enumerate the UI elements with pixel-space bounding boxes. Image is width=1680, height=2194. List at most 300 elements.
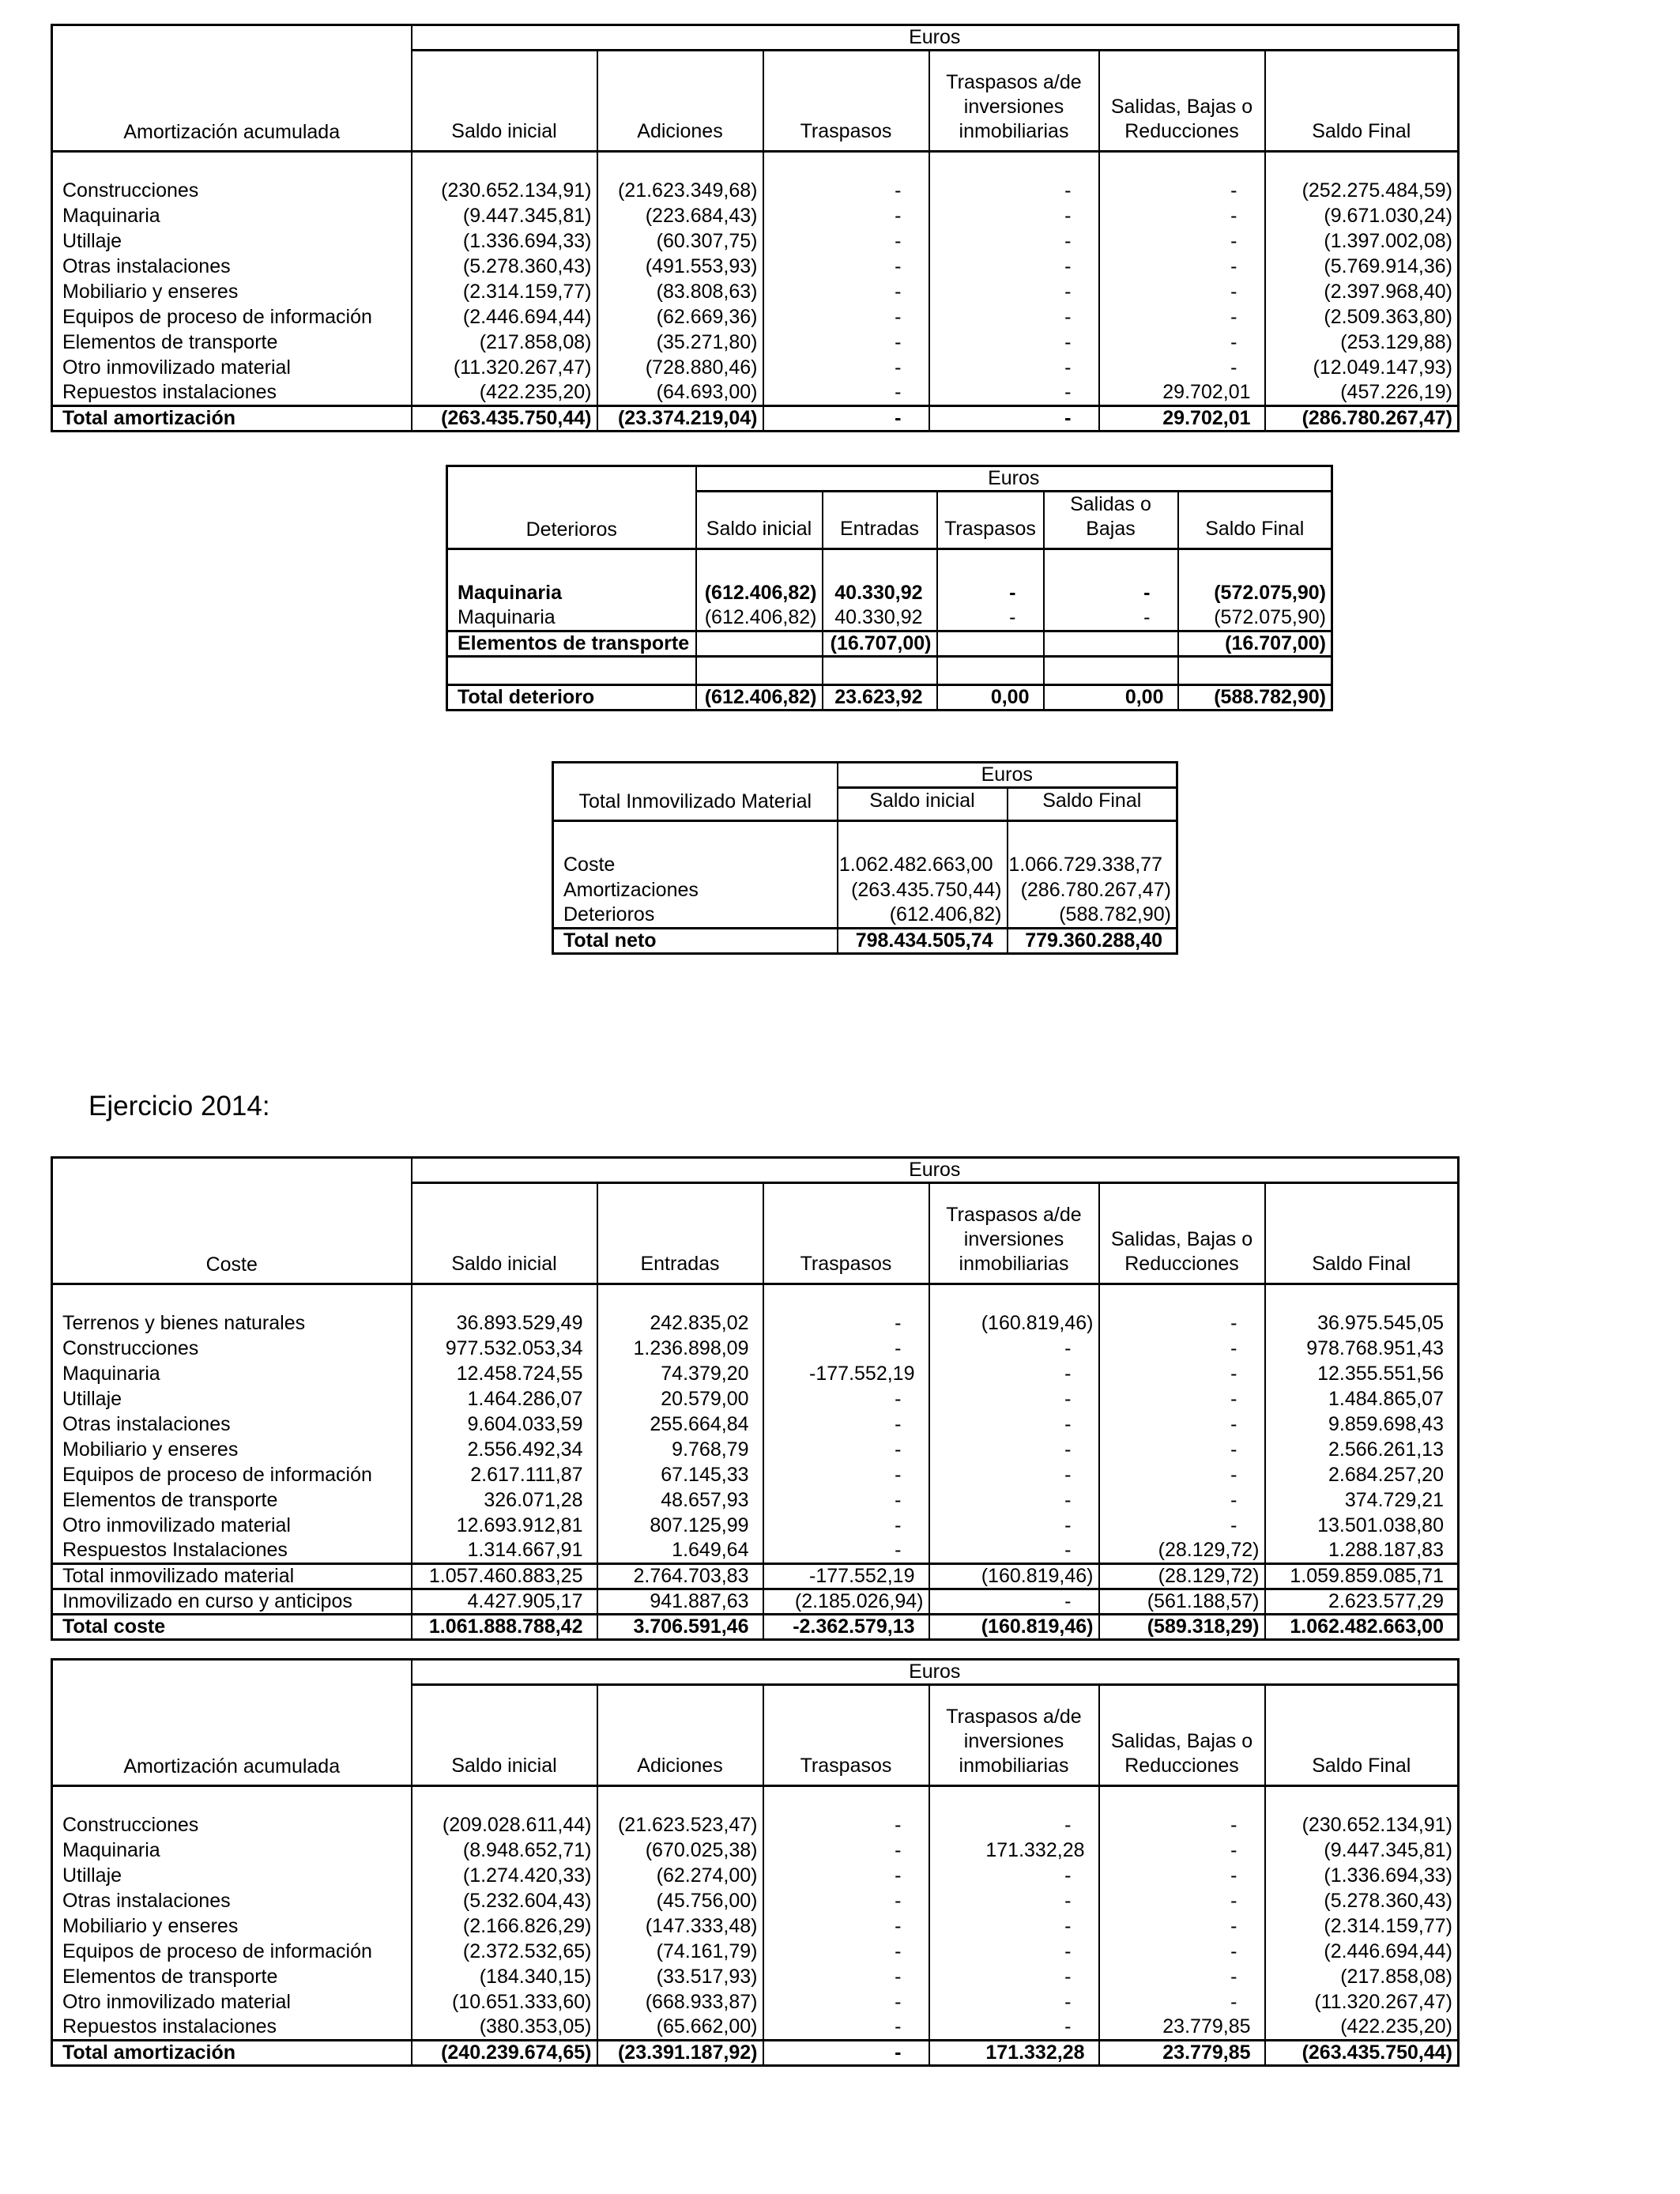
- value-cell: 779.360.288,40: [1008, 929, 1177, 954]
- row-label: Otras instalaciones: [62, 1413, 231, 1435]
- value-cell: 1.288.187,83: [1265, 1539, 1459, 1564]
- column-header: Salidas o Bajas: [1044, 492, 1178, 549]
- value-cell: (21.623.523,47): [597, 1813, 763, 1838]
- value-cell: -: [1099, 356, 1265, 381]
- table-row: [52, 2015, 1459, 2041]
- value-cell: (230.652.134,91): [412, 179, 597, 204]
- value-cell: 2.623.577,29: [1265, 1589, 1459, 1615]
- value-cell: -177.552,19: [763, 1362, 929, 1387]
- table-row: [52, 1362, 1459, 1387]
- value-cell: 798.434.505,74: [838, 929, 1008, 954]
- amortizacion-acumulada-2015-table: [51, 24, 1460, 432]
- value-cell: (5.278.360,43): [412, 254, 597, 280]
- value-cell: [1099, 1786, 1265, 1813]
- table-row: [52, 1438, 1459, 1463]
- value-cell: (21.623.349,68): [597, 179, 763, 204]
- table-row: [52, 179, 1459, 204]
- value-cell: -: [763, 2015, 929, 2041]
- value-cell: -: [763, 305, 929, 330]
- value-cell: -: [929, 1488, 1099, 1514]
- value-cell: (16.707,00): [823, 631, 937, 657]
- row-label: [52, 1786, 412, 1813]
- value-cell: [597, 1284, 763, 1311]
- coste-2014-table: [51, 1156, 1460, 1641]
- table-row: [52, 1412, 1459, 1438]
- value-cell: 1.061.888.788,42: [412, 1615, 597, 1640]
- value-cell: [1099, 1284, 1265, 1311]
- row-label: Construcciones: [62, 1814, 199, 1836]
- table-row: [447, 657, 1332, 685]
- value-cell: (230.652.134,91): [1265, 1813, 1459, 1838]
- value-cell: [937, 657, 1044, 685]
- value-cell: [597, 152, 763, 179]
- value-cell: -: [1099, 1940, 1265, 1965]
- column-header: Salidas, Bajas o Reducciones: [1099, 1183, 1265, 1284]
- row-label: Construcciones: [62, 1337, 199, 1359]
- row-label: Respuestos Instalaciones: [62, 1539, 288, 1562]
- unit-label: Euros: [838, 763, 1177, 788]
- value-cell: 1.649,64: [597, 1539, 763, 1564]
- value-cell: -: [1099, 1311, 1265, 1336]
- value-cell: (561.188,57): [1099, 1589, 1265, 1615]
- row-label: Utillaje: [62, 230, 122, 252]
- value-cell: -: [763, 1864, 929, 1889]
- value-cell: (2.314.159,77): [1265, 1914, 1459, 1940]
- value-cell: (11.320.267,47): [412, 356, 597, 381]
- value-cell: -177.552,19: [763, 1564, 929, 1589]
- value-cell: (35.271,80): [597, 330, 763, 356]
- value-cell: [1178, 657, 1332, 685]
- deterioros-table: [446, 465, 1333, 711]
- total-inmovilizado-material-table: [552, 761, 1178, 955]
- column-header: Salidas, Bajas o Reducciones: [1099, 1685, 1265, 1786]
- value-cell: 2.566.261,13: [1265, 1438, 1459, 1463]
- table-row: [447, 685, 1332, 711]
- value-cell: [929, 152, 1099, 179]
- value-cell: -: [763, 1438, 929, 1463]
- value-cell: (240.239.674,65): [412, 2041, 597, 2066]
- row-label: Total amortización: [52, 2041, 412, 2066]
- column-header: Saldo inicial: [838, 788, 1008, 821]
- unit-label: Euros: [696, 466, 1332, 492]
- value-cell: 9.604.033,59: [412, 1412, 597, 1438]
- value-cell: 9.768,79: [597, 1438, 763, 1463]
- value-cell: (253.129,88): [1265, 330, 1459, 356]
- value-cell: (588.782,90): [1008, 903, 1177, 929]
- value-cell: -: [929, 1813, 1099, 1838]
- table-row: [52, 2041, 1459, 2066]
- value-cell: -: [763, 280, 929, 305]
- value-cell: 1.057.460.883,25: [412, 1564, 597, 1589]
- value-cell: 13.501.038,80: [1265, 1514, 1459, 1539]
- row-label: Maquinaria: [62, 205, 160, 227]
- value-cell: -: [763, 1387, 929, 1412]
- value-cell: (10.651.333,60): [412, 1990, 597, 2015]
- value-cell: 1.236.898,09: [597, 1336, 763, 1362]
- table-row: [447, 631, 1332, 657]
- table-row: [52, 406, 1459, 432]
- value-cell: -: [929, 229, 1099, 254]
- value-cell: (2.446.694,44): [1265, 1940, 1459, 1965]
- section-heading-ejercicio-2014: Ejercicio 2014:: [89, 1091, 270, 1122]
- value-cell: 1.314.667,91: [412, 1539, 597, 1564]
- table-row: [52, 1539, 1459, 1564]
- value-cell: (209.028.611,44): [412, 1813, 597, 1838]
- value-cell: (223.684,43): [597, 204, 763, 229]
- value-cell: (422.235,20): [412, 381, 597, 406]
- value-cell: -: [929, 1362, 1099, 1387]
- value-cell: -: [929, 1463, 1099, 1488]
- value-cell: (1.274.420,33): [412, 1864, 597, 1889]
- value-cell: 36.893.529,49: [412, 1311, 597, 1336]
- value-cell: (457.226,19): [1265, 381, 1459, 406]
- row-label: Elementos de transporte: [62, 1489, 278, 1511]
- value-cell: (74.161,79): [597, 1940, 763, 1965]
- table-title: Coste: [52, 1158, 412, 1284]
- value-cell: -: [929, 1438, 1099, 1463]
- value-cell: -: [763, 1336, 929, 1362]
- value-cell: (728.880,46): [597, 356, 763, 381]
- value-cell: 12.355.551,56: [1265, 1362, 1459, 1387]
- value-cell: [696, 549, 823, 581]
- value-cell: [597, 1786, 763, 1813]
- table-row: [52, 1311, 1459, 1336]
- table-row: [52, 381, 1459, 406]
- value-cell: (2.314.159,77): [412, 280, 597, 305]
- value-cell: [763, 152, 929, 179]
- value-cell: -: [1099, 204, 1265, 229]
- value-cell: 23.623,92: [823, 685, 937, 711]
- value-cell: -: [937, 581, 1044, 606]
- value-cell: -: [929, 2015, 1099, 2041]
- table-row: [52, 1965, 1459, 1990]
- value-cell: 74.379,20: [597, 1362, 763, 1387]
- value-cell: -: [763, 1965, 929, 1990]
- column-header: Traspasos: [763, 51, 929, 152]
- value-cell: -: [1099, 1438, 1265, 1463]
- value-cell: 807.125,99: [597, 1514, 763, 1539]
- value-cell: 2.764.703,83: [597, 1564, 763, 1589]
- value-cell: (491.553,93): [597, 254, 763, 280]
- value-cell: [823, 549, 937, 581]
- table-row: [553, 929, 1177, 954]
- table-row: [52, 1615, 1459, 1640]
- value-cell: 255.664,84: [597, 1412, 763, 1438]
- value-cell: (2.185.026,94): [763, 1589, 929, 1615]
- value-cell: 29.702,01: [1099, 406, 1265, 432]
- value-cell: -: [763, 2041, 929, 2066]
- value-cell: 12.458.724,55: [412, 1362, 597, 1387]
- table-row: [553, 853, 1177, 878]
- value-cell: (60.307,75): [597, 229, 763, 254]
- value-cell: [937, 631, 1044, 657]
- value-cell: 12.693.912,81: [412, 1514, 597, 1539]
- value-cell: -: [763, 1813, 929, 1838]
- value-cell: -: [929, 330, 1099, 356]
- table-row: [52, 229, 1459, 254]
- table-row: [52, 1813, 1459, 1838]
- table-row: [553, 821, 1177, 853]
- value-cell: (160.819,46): [929, 1615, 1099, 1640]
- column-header: Adiciones: [597, 1685, 763, 1786]
- value-cell: -: [1099, 280, 1265, 305]
- column-header: Traspasos: [763, 1183, 929, 1284]
- table-unit-row: [52, 1660, 1459, 1685]
- column-header: Entradas: [823, 492, 937, 549]
- column-header: Traspasos a/de inversiones inmobiliarias: [929, 1685, 1099, 1786]
- value-cell: -: [929, 1336, 1099, 1362]
- table-title: Amortización acumulada: [52, 25, 412, 152]
- value-cell: (184.340,15): [412, 1965, 597, 1990]
- table-row: [52, 1514, 1459, 1539]
- value-cell: -: [1099, 229, 1265, 254]
- value-cell: (62.274,00): [597, 1864, 763, 1889]
- value-cell: [696, 631, 823, 657]
- value-cell: -: [763, 229, 929, 254]
- table-unit-row: [52, 1158, 1459, 1183]
- value-cell: 1.059.859.085,71: [1265, 1564, 1459, 1589]
- value-cell: 2.684.257,20: [1265, 1463, 1459, 1488]
- column-header: Salidas, Bajas o Reducciones: [1099, 51, 1265, 152]
- value-cell: 2.556.492,34: [412, 1438, 597, 1463]
- value-cell: [1099, 152, 1265, 179]
- table-row: [52, 1864, 1459, 1889]
- table-title: Deterioros: [447, 466, 696, 549]
- table-row: [52, 1488, 1459, 1514]
- value-cell: -: [1099, 1889, 1265, 1914]
- value-cell: -: [763, 1914, 929, 1940]
- row-label: Elementos de transporte: [62, 1966, 278, 1988]
- row-label: Amortizaciones: [563, 879, 699, 901]
- table-row: [52, 1564, 1459, 1589]
- value-cell: -: [929, 280, 1099, 305]
- value-cell: [412, 152, 597, 179]
- value-cell: -: [763, 1514, 929, 1539]
- value-cell: (5.769.914,36): [1265, 254, 1459, 280]
- value-cell: (2.372.532,65): [412, 1940, 597, 1965]
- value-cell: (217.858,08): [412, 330, 597, 356]
- value-cell: -: [929, 1412, 1099, 1438]
- row-label: Deterioros: [563, 903, 655, 926]
- row-label: Maquinaria: [62, 1363, 160, 1385]
- row-label: Otro inmovilizado material: [62, 356, 291, 379]
- value-cell: 48.657,93: [597, 1488, 763, 1514]
- table-row: [52, 1387, 1459, 1412]
- value-cell: -: [763, 1539, 929, 1564]
- value-cell: 171.332,28: [929, 2041, 1099, 2066]
- value-cell: 4.427.905,17: [412, 1589, 597, 1615]
- value-cell: [1265, 1786, 1459, 1813]
- value-cell: 326.071,28: [412, 1488, 597, 1514]
- value-cell: (263.435.750,44): [838, 878, 1008, 903]
- value-cell: -: [763, 1311, 929, 1336]
- value-cell: -: [929, 1990, 1099, 2015]
- value-cell: 1.484.865,07: [1265, 1387, 1459, 1412]
- value-cell: -: [1099, 179, 1265, 204]
- value-cell: -: [1099, 1990, 1265, 2015]
- value-cell: (28.129,72): [1099, 1564, 1265, 1589]
- row-label: Otro inmovilizado material: [62, 1991, 291, 2013]
- value-cell: -: [763, 1940, 929, 1965]
- row-label: Total deterioro: [447, 685, 696, 711]
- value-cell: (8.948.652,71): [412, 1838, 597, 1864]
- row-label: Mobiliario y enseres: [62, 1438, 239, 1461]
- row-label: Coste: [563, 854, 616, 876]
- value-cell: [823, 657, 937, 685]
- value-cell: -: [1099, 1387, 1265, 1412]
- value-cell: (380.353,05): [412, 2015, 597, 2041]
- table-row: [447, 606, 1332, 631]
- value-cell: -: [763, 1412, 929, 1438]
- unit-label: Euros: [412, 25, 1459, 51]
- value-cell: [1008, 821, 1177, 853]
- amortizacion-acumulada-2014-table: [51, 1658, 1460, 2067]
- value-cell: -: [1099, 1864, 1265, 1889]
- value-cell: -: [763, 330, 929, 356]
- table-row: [52, 305, 1459, 330]
- row-label: [447, 657, 696, 685]
- value-cell: [1178, 549, 1332, 581]
- value-cell: -: [1099, 330, 1265, 356]
- value-cell: -: [763, 1488, 929, 1514]
- value-cell: -: [929, 1387, 1099, 1412]
- value-cell: 977.532.053,34: [412, 1336, 597, 1362]
- table-unit-row: [447, 466, 1332, 492]
- table-row: [553, 878, 1177, 903]
- table-unit-row: [52, 25, 1459, 51]
- value-cell: (1.336.694,33): [1265, 1864, 1459, 1889]
- value-cell: -: [929, 204, 1099, 229]
- value-cell: 242.835,02: [597, 1311, 763, 1336]
- value-cell: -: [929, 1914, 1099, 1940]
- value-cell: -: [763, 204, 929, 229]
- value-cell: 1.062.482.663,00: [1265, 1615, 1459, 1640]
- value-cell: (65.662,00): [597, 2015, 763, 2041]
- table-row: [52, 204, 1459, 229]
- row-label: Mobiliario y enseres: [62, 281, 239, 303]
- value-cell: (612.406,82): [696, 606, 823, 631]
- value-cell: 0,00: [1044, 685, 1178, 711]
- value-cell: -: [929, 1589, 1099, 1615]
- column-header: Traspasos a/de inversiones inmobiliarias: [929, 51, 1099, 152]
- column-header: Entradas: [597, 1183, 763, 1284]
- row-label: Elementos de transporte: [62, 331, 278, 353]
- value-cell: 0,00: [937, 685, 1044, 711]
- value-cell: (612.406,82): [696, 685, 823, 711]
- value-cell: -: [929, 1864, 1099, 1889]
- value-cell: (12.049.147,93): [1265, 356, 1459, 381]
- value-cell: (572.075,90): [1178, 581, 1332, 606]
- value-cell: -: [1099, 1838, 1265, 1864]
- unit-label: Euros: [412, 1158, 1459, 1183]
- value-cell: -: [1099, 1488, 1265, 1514]
- value-cell: (9.671.030,24): [1265, 204, 1459, 229]
- value-cell: -: [1099, 1463, 1265, 1488]
- value-cell: (668.933,87): [597, 1990, 763, 2015]
- column-header: Traspasos a/de inversiones inmobiliarias: [929, 1183, 1099, 1284]
- row-label: [52, 152, 412, 179]
- column-header: Traspasos: [763, 1685, 929, 1786]
- table-title: Amortización acumulada: [52, 1660, 412, 1786]
- value-cell: -: [1099, 254, 1265, 280]
- value-cell: (612.406,82): [838, 903, 1008, 929]
- table-row: [52, 280, 1459, 305]
- value-cell: [937, 549, 1044, 581]
- value-cell: 1.066.729.338,77: [1008, 853, 1177, 878]
- row-label: Terrenos y bienes naturales: [62, 1312, 306, 1334]
- table-row: [553, 903, 1177, 929]
- value-cell: (217.858,08): [1265, 1965, 1459, 1990]
- value-cell: [696, 657, 823, 685]
- value-cell: (64.693,00): [597, 381, 763, 406]
- row-label: Total inmovilizado material: [52, 1564, 412, 1589]
- value-cell: -: [1044, 606, 1178, 631]
- value-cell: [1265, 1284, 1459, 1311]
- table-row: [52, 254, 1459, 280]
- value-cell: (16.707,00): [1178, 631, 1332, 657]
- row-label: Equipos de proceso de información: [62, 1940, 372, 1962]
- value-cell: -: [763, 1889, 929, 1914]
- row-label: Inmovilizado en curso y anticipos: [52, 1589, 412, 1615]
- value-cell: -: [763, 1838, 929, 1864]
- table-row: [52, 1914, 1459, 1940]
- value-cell: 978.768.951,43: [1265, 1336, 1459, 1362]
- row-label: Construcciones: [62, 179, 199, 202]
- value-cell: -: [929, 305, 1099, 330]
- row-label: Mobiliario y enseres: [62, 1915, 239, 1937]
- value-cell: (2.509.363,80): [1265, 305, 1459, 330]
- value-cell: -: [1099, 305, 1265, 330]
- value-cell: (2.446.694,44): [412, 305, 597, 330]
- row-label: Equipos de proceso de información: [62, 306, 372, 328]
- value-cell: 36.975.545,05: [1265, 1311, 1459, 1336]
- value-cell: (160.819,46): [929, 1564, 1099, 1589]
- value-cell: (286.780.267,47): [1265, 406, 1459, 432]
- value-cell: (2.166.826,29): [412, 1914, 597, 1940]
- value-cell: (5.278.360,43): [1265, 1889, 1459, 1914]
- row-label: Otras instalaciones: [62, 255, 231, 277]
- value-cell: (588.782,90): [1178, 685, 1332, 711]
- value-cell: 1.062.482.663,00: [838, 853, 1008, 878]
- value-cell: [838, 821, 1008, 853]
- table-row: [52, 1589, 1459, 1615]
- table-row: [52, 1284, 1459, 1311]
- row-label: Otro inmovilizado material: [62, 1514, 291, 1536]
- value-cell: -2.362.579,13: [763, 1615, 929, 1640]
- row-label: [553, 821, 838, 853]
- column-header: Saldo inicial: [412, 1183, 597, 1284]
- value-cell: (11.320.267,47): [1265, 1990, 1459, 2015]
- table-row: [447, 549, 1332, 581]
- value-cell: [1265, 152, 1459, 179]
- table-unit-row: [553, 763, 1177, 788]
- column-header: Saldo inicial: [412, 51, 597, 152]
- value-cell: (83.808,63): [597, 280, 763, 305]
- value-cell: 171.332,28: [929, 1838, 1099, 1864]
- table-row: [52, 1940, 1459, 1965]
- table-row: [52, 1990, 1459, 2015]
- value-cell: -: [929, 1889, 1099, 1914]
- value-cell: [763, 1786, 929, 1813]
- value-cell: -: [763, 179, 929, 204]
- row-label: [447, 549, 696, 581]
- value-cell: -: [763, 381, 929, 406]
- column-header: Adiciones: [597, 51, 763, 152]
- column-header: Saldo Final: [1178, 492, 1332, 549]
- value-cell: [1044, 549, 1178, 581]
- value-cell: -: [929, 406, 1099, 432]
- value-cell: (286.780.267,47): [1008, 878, 1177, 903]
